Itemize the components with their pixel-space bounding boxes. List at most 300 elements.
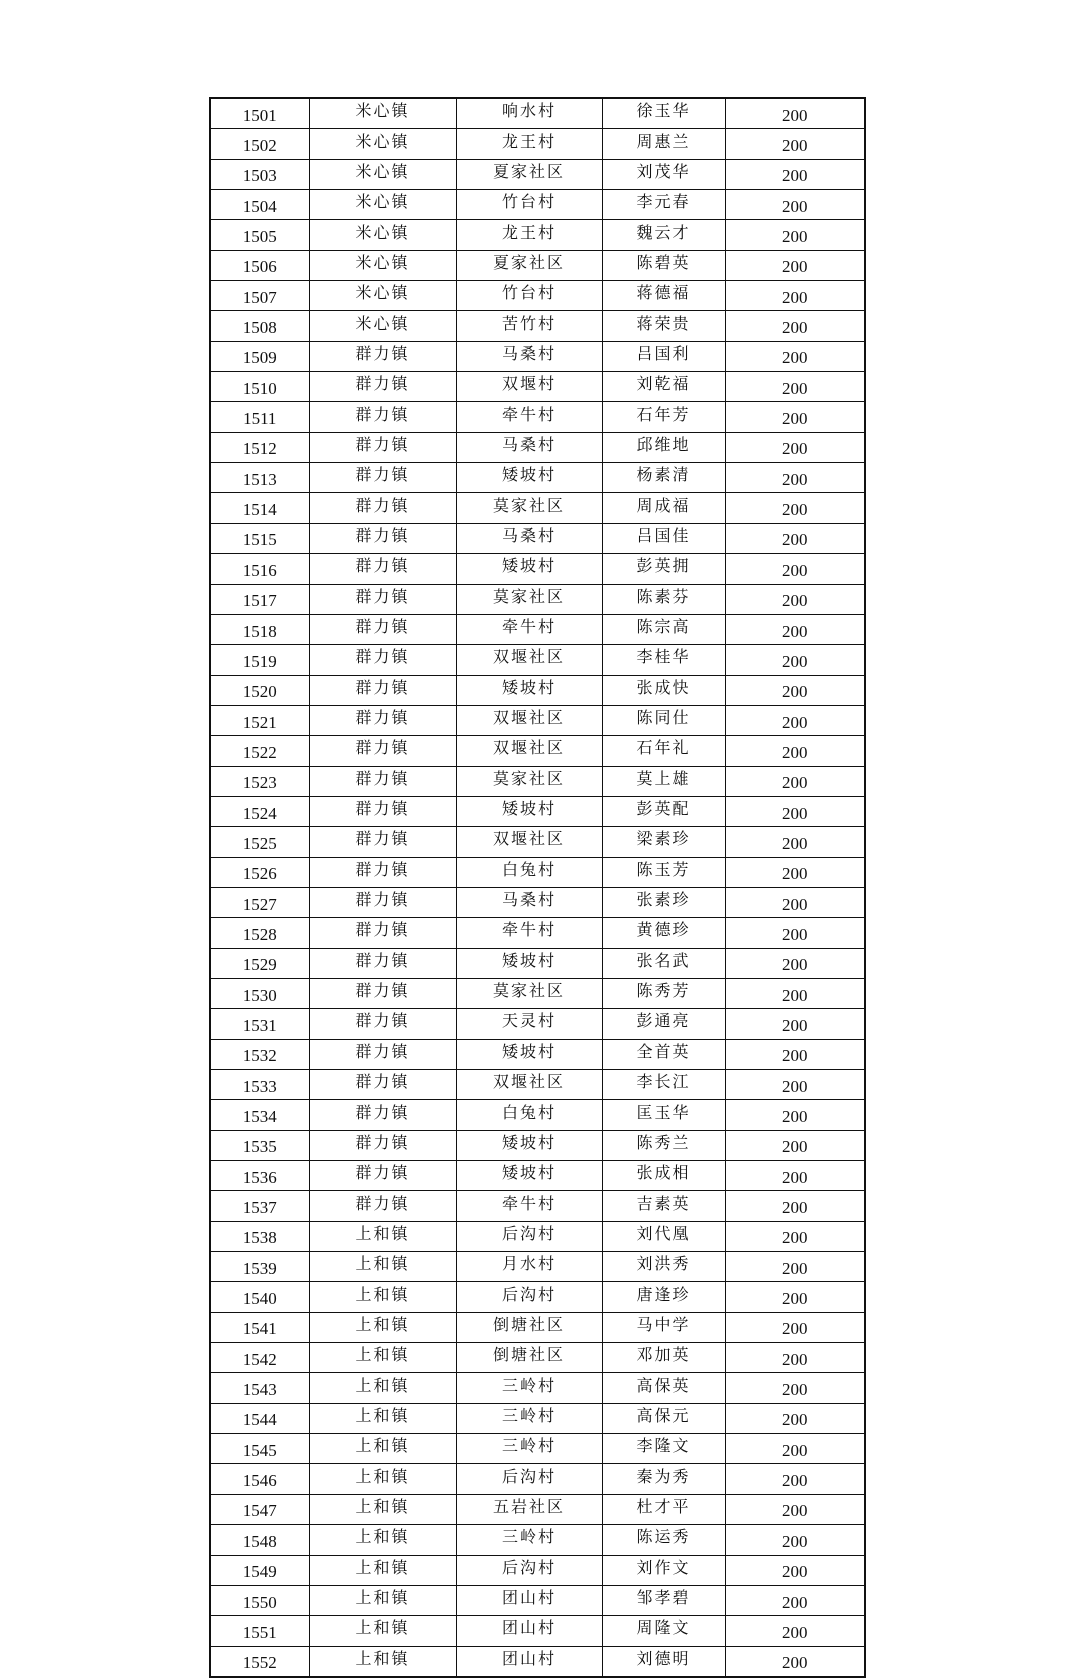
amount-cell: 200	[725, 645, 865, 675]
village-cell: 矮坡村	[456, 1130, 602, 1160]
name-cell: 马中学	[602, 1312, 725, 1342]
amount-cell: 200	[725, 1434, 865, 1464]
table-row	[210, 614, 865, 644]
town-cell: 群力镇	[309, 584, 456, 614]
amount-cell: 200	[725, 523, 865, 553]
table-row	[210, 372, 865, 402]
village-cell: 倒塘社区	[456, 1343, 602, 1373]
name-cell: 石年礼	[602, 736, 725, 766]
amount-cell: 200	[725, 432, 865, 462]
town-cell: 群力镇	[309, 887, 456, 917]
village-cell: 莫家社区	[456, 493, 602, 523]
amount-cell: 200	[725, 1646, 865, 1677]
amount-cell: 200	[725, 1494, 865, 1524]
table-row	[210, 705, 865, 735]
amount-cell: 200	[725, 190, 865, 220]
table-row	[210, 1191, 865, 1221]
table-row	[210, 523, 865, 553]
name-cell: 匡玉华	[602, 1100, 725, 1130]
serial-number-cell: 1530	[210, 978, 309, 1008]
amount-cell: 200	[725, 1616, 865, 1646]
name-cell: 张成相	[602, 1161, 725, 1191]
town-cell: 上和镇	[309, 1464, 456, 1494]
amount-cell: 200	[725, 887, 865, 917]
table-row	[210, 1616, 865, 1646]
serial-number-cell: 1504	[210, 190, 309, 220]
name-cell: 彭英拥	[602, 554, 725, 584]
serial-number-cell: 1511	[210, 402, 309, 432]
name-cell: 彭通亮	[602, 1009, 725, 1039]
name-cell: 陈秀兰	[602, 1130, 725, 1160]
amount-cell: 200	[725, 918, 865, 948]
amount-cell: 200	[725, 584, 865, 614]
town-cell: 群力镇	[309, 372, 456, 402]
table-row	[210, 159, 865, 189]
table-row	[210, 1161, 865, 1191]
amount-cell: 200	[725, 159, 865, 189]
amount-cell: 200	[725, 129, 865, 159]
serial-number-cell: 1527	[210, 887, 309, 917]
amount-cell: 200	[725, 1464, 865, 1494]
amount-cell: 200	[725, 1221, 865, 1251]
serial-number-cell: 1537	[210, 1191, 309, 1221]
town-cell: 群力镇	[309, 1130, 456, 1160]
town-cell: 群力镇	[309, 341, 456, 371]
town-cell: 上和镇	[309, 1312, 456, 1342]
serial-number-cell: 1510	[210, 372, 309, 402]
village-cell: 莫家社区	[456, 584, 602, 614]
table-row	[210, 98, 865, 129]
name-cell: 陈玉芳	[602, 857, 725, 887]
village-cell: 双堰社区	[456, 1070, 602, 1100]
table-row	[210, 675, 865, 705]
village-cell: 双堰社区	[456, 705, 602, 735]
town-cell: 上和镇	[309, 1373, 456, 1403]
table-row	[210, 1039, 865, 1069]
amount-cell: 200	[725, 736, 865, 766]
name-cell: 陈碧英	[602, 250, 725, 280]
town-cell: 群力镇	[309, 645, 456, 675]
village-cell: 后沟村	[456, 1221, 602, 1251]
amount-cell: 200	[725, 614, 865, 644]
serial-number-cell: 1508	[210, 311, 309, 341]
town-cell: 群力镇	[309, 827, 456, 857]
serial-number-cell: 1525	[210, 827, 309, 857]
town-cell: 上和镇	[309, 1343, 456, 1373]
town-cell: 群力镇	[309, 1009, 456, 1039]
town-cell: 群力镇	[309, 614, 456, 644]
serial-number-cell: 1550	[210, 1585, 309, 1615]
serial-number-cell: 1546	[210, 1464, 309, 1494]
village-cell: 响水村	[456, 98, 602, 129]
village-cell: 矮坡村	[456, 463, 602, 493]
village-cell: 三岭村	[456, 1373, 602, 1403]
town-cell: 上和镇	[309, 1616, 456, 1646]
village-cell: 矮坡村	[456, 1039, 602, 1069]
amount-cell: 200	[725, 1161, 865, 1191]
table-row	[210, 341, 865, 371]
village-cell: 矮坡村	[456, 675, 602, 705]
serial-number-cell: 1526	[210, 857, 309, 887]
name-cell: 邓加英	[602, 1343, 725, 1373]
amount-cell: 200	[725, 1009, 865, 1039]
town-cell: 上和镇	[309, 1646, 456, 1677]
serial-number-cell: 1538	[210, 1221, 309, 1251]
serial-number-cell: 1509	[210, 341, 309, 371]
town-cell: 米心镇	[309, 98, 456, 129]
name-cell: 陈运秀	[602, 1525, 725, 1555]
table-row	[210, 250, 865, 280]
serial-number-cell: 1522	[210, 736, 309, 766]
serial-number-cell: 1520	[210, 675, 309, 705]
serial-number-cell: 1506	[210, 250, 309, 280]
village-cell: 双堰村	[456, 372, 602, 402]
name-cell: 张素珍	[602, 887, 725, 917]
village-cell: 莫家社区	[456, 978, 602, 1008]
name-cell: 梁素珍	[602, 827, 725, 857]
town-cell: 米心镇	[309, 281, 456, 311]
name-cell: 邹孝碧	[602, 1585, 725, 1615]
name-cell: 蒋德福	[602, 281, 725, 311]
town-cell: 上和镇	[309, 1525, 456, 1555]
table-row	[210, 311, 865, 341]
village-cell: 牵牛村	[456, 614, 602, 644]
table-row	[210, 281, 865, 311]
table-row	[210, 766, 865, 796]
serial-number-cell: 1547	[210, 1494, 309, 1524]
village-cell: 团山村	[456, 1585, 602, 1615]
amount-cell: 200	[725, 1130, 865, 1160]
town-cell: 群力镇	[309, 402, 456, 432]
name-cell: 周成福	[602, 493, 725, 523]
serial-number-cell: 1542	[210, 1343, 309, 1373]
name-cell: 徐玉华	[602, 98, 725, 129]
table-row	[210, 220, 865, 250]
serial-number-cell: 1536	[210, 1161, 309, 1191]
amount-cell: 200	[725, 341, 865, 371]
village-cell: 月水村	[456, 1252, 602, 1282]
town-cell: 米心镇	[309, 250, 456, 280]
table-row	[210, 645, 865, 675]
name-cell: 李元春	[602, 190, 725, 220]
village-cell: 龙王村	[456, 220, 602, 250]
name-cell: 吉素英	[602, 1191, 725, 1221]
serial-number-cell: 1551	[210, 1616, 309, 1646]
village-cell: 牵牛村	[456, 1191, 602, 1221]
amount-cell: 200	[725, 1070, 865, 1100]
village-cell: 三岭村	[456, 1525, 602, 1555]
amount-cell: 200	[725, 98, 865, 129]
town-cell: 上和镇	[309, 1555, 456, 1585]
village-cell: 天灵村	[456, 1009, 602, 1039]
serial-number-cell: 1501	[210, 98, 309, 129]
name-cell: 全首英	[602, 1039, 725, 1069]
table-row	[210, 432, 865, 462]
amount-cell: 200	[725, 796, 865, 826]
serial-number-cell: 1548	[210, 1525, 309, 1555]
amount-cell: 200	[725, 948, 865, 978]
amount-cell: 200	[725, 250, 865, 280]
serial-number-cell: 1528	[210, 918, 309, 948]
village-cell: 倒塘社区	[456, 1312, 602, 1342]
amount-cell: 200	[725, 705, 865, 735]
village-cell: 矮坡村	[456, 1161, 602, 1191]
amount-cell: 200	[725, 463, 865, 493]
town-cell: 上和镇	[309, 1282, 456, 1312]
serial-number-cell: 1505	[210, 220, 309, 250]
village-cell: 龙王村	[456, 129, 602, 159]
amount-cell: 200	[725, 311, 865, 341]
table-row	[210, 463, 865, 493]
serial-number-cell: 1521	[210, 705, 309, 735]
town-cell: 米心镇	[309, 129, 456, 159]
table-row	[210, 402, 865, 432]
town-cell: 群力镇	[309, 493, 456, 523]
village-cell: 竹台村	[456, 190, 602, 220]
serial-number-cell: 1503	[210, 159, 309, 189]
name-cell: 莫上雄	[602, 766, 725, 796]
amount-cell: 200	[725, 1282, 865, 1312]
village-cell: 马桑村	[456, 341, 602, 371]
village-cell: 双堰社区	[456, 827, 602, 857]
serial-number-cell: 1534	[210, 1100, 309, 1130]
amount-cell: 200	[725, 1343, 865, 1373]
name-cell: 刘德明	[602, 1646, 725, 1677]
village-cell: 牵牛村	[456, 918, 602, 948]
amount-cell: 200	[725, 1191, 865, 1221]
serial-number-cell: 1513	[210, 463, 309, 493]
table-row	[210, 1221, 865, 1251]
table-row	[210, 918, 865, 948]
table-row	[210, 796, 865, 826]
village-cell: 马桑村	[456, 887, 602, 917]
name-cell: 李桂华	[602, 645, 725, 675]
serial-number-cell: 1517	[210, 584, 309, 614]
serial-number-cell: 1544	[210, 1403, 309, 1433]
name-cell: 高保英	[602, 1373, 725, 1403]
name-cell: 彭英配	[602, 796, 725, 826]
serial-number-cell: 1535	[210, 1130, 309, 1160]
town-cell: 群力镇	[309, 523, 456, 553]
table-row	[210, 736, 865, 766]
amount-cell: 200	[725, 857, 865, 887]
amount-cell: 200	[725, 493, 865, 523]
amount-cell: 200	[725, 1373, 865, 1403]
village-cell: 团山村	[456, 1616, 602, 1646]
serial-number-cell: 1552	[210, 1646, 309, 1677]
village-cell: 苦竹村	[456, 311, 602, 341]
name-cell: 魏云才	[602, 220, 725, 250]
village-cell: 矮坡村	[456, 948, 602, 978]
serial-number-cell: 1533	[210, 1070, 309, 1100]
amount-cell: 200	[725, 1252, 865, 1282]
town-cell: 群力镇	[309, 1070, 456, 1100]
name-cell: 张名武	[602, 948, 725, 978]
village-cell: 夏家社区	[456, 159, 602, 189]
village-cell: 牵牛村	[456, 402, 602, 432]
town-cell: 上和镇	[309, 1494, 456, 1524]
village-cell: 矮坡村	[456, 796, 602, 826]
serial-number-cell: 1523	[210, 766, 309, 796]
amount-cell: 200	[725, 978, 865, 1008]
name-cell: 刘茂华	[602, 159, 725, 189]
town-cell: 米心镇	[309, 311, 456, 341]
table-row	[210, 1343, 865, 1373]
table-row	[210, 129, 865, 159]
serial-number-cell: 1543	[210, 1373, 309, 1403]
serial-number-cell: 1540	[210, 1282, 309, 1312]
name-cell: 周惠兰	[602, 129, 725, 159]
name-cell: 刘代凰	[602, 1221, 725, 1251]
town-cell: 米心镇	[309, 159, 456, 189]
town-cell: 群力镇	[309, 1191, 456, 1221]
name-cell: 周隆文	[602, 1616, 725, 1646]
amount-cell: 200	[725, 1555, 865, 1585]
town-cell: 上和镇	[309, 1434, 456, 1464]
town-cell: 上和镇	[309, 1585, 456, 1615]
name-cell: 唐逢珍	[602, 1282, 725, 1312]
village-cell: 双堰社区	[456, 645, 602, 675]
amount-cell: 200	[725, 1403, 865, 1433]
name-cell: 吕国利	[602, 341, 725, 371]
town-cell: 群力镇	[309, 736, 456, 766]
table-row	[210, 978, 865, 1008]
table-row	[210, 1646, 865, 1677]
amount-cell: 200	[725, 281, 865, 311]
name-cell: 张成快	[602, 675, 725, 705]
roster-table	[209, 97, 866, 1678]
village-cell: 三岭村	[456, 1434, 602, 1464]
name-cell: 刘乾福	[602, 372, 725, 402]
table-row	[210, 948, 865, 978]
amount-cell: 200	[725, 402, 865, 432]
town-cell: 米心镇	[309, 190, 456, 220]
village-cell: 团山村	[456, 1646, 602, 1677]
name-cell: 邱维地	[602, 432, 725, 462]
table-row	[210, 1555, 865, 1585]
name-cell: 黄德珍	[602, 918, 725, 948]
amount-cell: 200	[725, 766, 865, 796]
village-cell: 白兔村	[456, 1100, 602, 1130]
table-row	[210, 887, 865, 917]
serial-number-cell: 1518	[210, 614, 309, 644]
town-cell: 群力镇	[309, 705, 456, 735]
amount-cell: 200	[725, 827, 865, 857]
village-cell: 马桑村	[456, 432, 602, 462]
roster-table-body	[210, 98, 865, 1677]
serial-number-cell: 1529	[210, 948, 309, 978]
serial-number-cell: 1507	[210, 281, 309, 311]
amount-cell: 200	[725, 1525, 865, 1555]
town-cell: 群力镇	[309, 796, 456, 826]
name-cell: 刘洪秀	[602, 1252, 725, 1282]
name-cell: 陈宗高	[602, 614, 725, 644]
serial-number-cell: 1516	[210, 554, 309, 584]
amount-cell: 200	[725, 372, 865, 402]
amount-cell: 200	[725, 554, 865, 584]
village-cell: 竹台村	[456, 281, 602, 311]
town-cell: 群力镇	[309, 675, 456, 705]
village-cell: 三岭村	[456, 1403, 602, 1433]
town-cell: 上和镇	[309, 1403, 456, 1433]
table-row	[210, 1403, 865, 1433]
table-row	[210, 554, 865, 584]
table-row	[210, 827, 865, 857]
town-cell: 群力镇	[309, 766, 456, 796]
town-cell: 群力镇	[309, 918, 456, 948]
table-row	[210, 1494, 865, 1524]
amount-cell: 200	[725, 1585, 865, 1615]
table-row	[210, 1525, 865, 1555]
village-cell: 矮坡村	[456, 554, 602, 584]
name-cell: 陈秀芳	[602, 978, 725, 1008]
name-cell: 李隆文	[602, 1434, 725, 1464]
town-cell: 群力镇	[309, 1039, 456, 1069]
amount-cell: 200	[725, 675, 865, 705]
village-cell: 后沟村	[456, 1555, 602, 1585]
table-row	[210, 1464, 865, 1494]
town-cell: 上和镇	[309, 1252, 456, 1282]
name-cell: 高保元	[602, 1403, 725, 1433]
amount-cell: 200	[725, 1100, 865, 1130]
table-row	[210, 584, 865, 614]
town-cell: 米心镇	[309, 220, 456, 250]
name-cell: 吕国佳	[602, 523, 725, 553]
serial-number-cell: 1512	[210, 432, 309, 462]
serial-number-cell: 1514	[210, 493, 309, 523]
serial-number-cell: 1539	[210, 1252, 309, 1282]
village-cell: 夏家社区	[456, 250, 602, 280]
village-cell: 莫家社区	[456, 766, 602, 796]
name-cell: 杜才平	[602, 1494, 725, 1524]
table-row	[210, 1585, 865, 1615]
village-cell: 后沟村	[456, 1282, 602, 1312]
serial-number-cell: 1524	[210, 796, 309, 826]
table-row	[210, 493, 865, 523]
town-cell: 群力镇	[309, 554, 456, 584]
name-cell: 杨素清	[602, 463, 725, 493]
name-cell: 刘作文	[602, 1555, 725, 1585]
amount-cell: 200	[725, 1312, 865, 1342]
village-cell: 马桑村	[456, 523, 602, 553]
village-cell: 双堰社区	[456, 736, 602, 766]
serial-number-cell: 1531	[210, 1009, 309, 1039]
table-row	[210, 1070, 865, 1100]
town-cell: 群力镇	[309, 463, 456, 493]
town-cell: 群力镇	[309, 857, 456, 887]
table-row	[210, 1100, 865, 1130]
name-cell: 陈同仕	[602, 705, 725, 735]
table-row	[210, 1434, 865, 1464]
name-cell: 秦为秀	[602, 1464, 725, 1494]
name-cell: 石年芳	[602, 402, 725, 432]
amount-cell: 200	[725, 220, 865, 250]
serial-number-cell: 1532	[210, 1039, 309, 1069]
table-row	[210, 857, 865, 887]
table-row	[210, 1373, 865, 1403]
serial-number-cell: 1545	[210, 1434, 309, 1464]
village-cell: 白兔村	[456, 857, 602, 887]
name-cell: 李长江	[602, 1070, 725, 1100]
town-cell: 群力镇	[309, 978, 456, 1008]
amount-cell: 200	[725, 1039, 865, 1069]
town-cell: 群力镇	[309, 1161, 456, 1191]
table-row	[210, 1252, 865, 1282]
village-cell: 五岩社区	[456, 1494, 602, 1524]
table-row	[210, 1312, 865, 1342]
table-row	[210, 190, 865, 220]
serial-number-cell: 1541	[210, 1312, 309, 1342]
